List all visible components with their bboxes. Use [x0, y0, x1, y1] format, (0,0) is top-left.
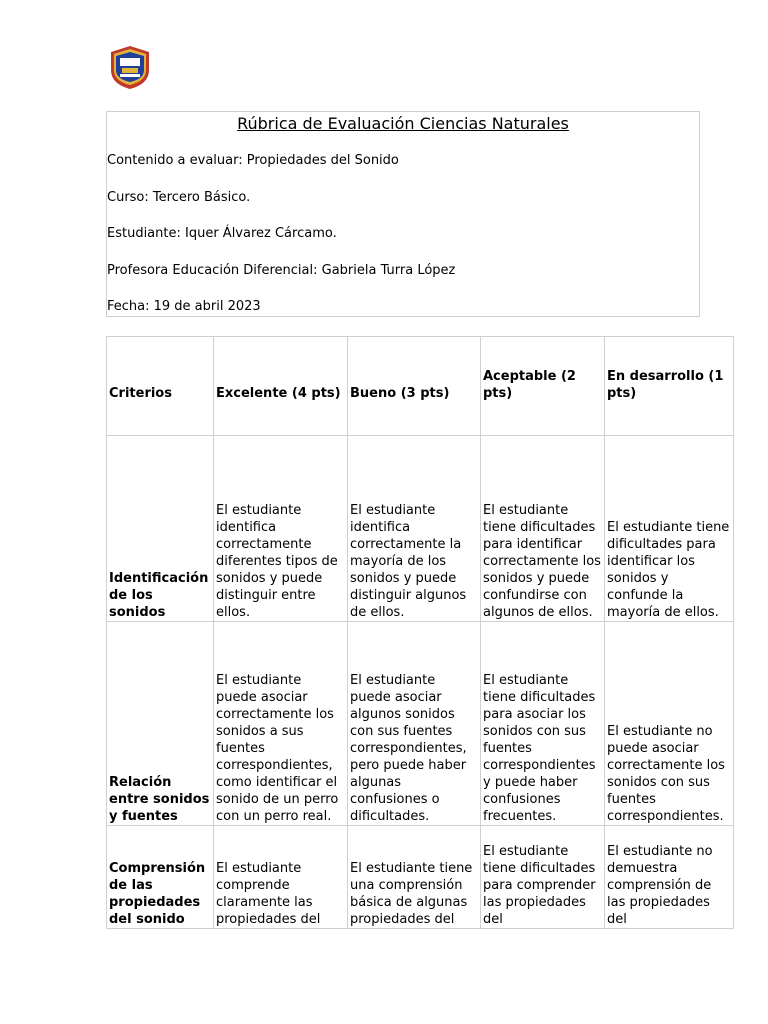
- criterion-cell: Relación entre sonidos y fuentes: [107, 622, 214, 826]
- profesora-line: Profesora Educación Diferencial: Gabriela Turra López: [107, 263, 456, 278]
- rubric-table: [106, 336, 734, 929]
- header-info-box: [106, 111, 700, 317]
- curso-line: Curso: Tercero Básico.: [107, 190, 251, 205]
- column-header: En desarrollo (1 pts): [605, 337, 734, 436]
- column-header: Criterios: [107, 337, 214, 436]
- column-header: Bueno (3 pts): [348, 337, 481, 436]
- table-row: [107, 826, 734, 929]
- table-cell: El estudiante no puede asociar correctamente los sonidos con sus fuentes correspondientes.: [605, 622, 734, 826]
- criterion-cell: Identificación de los sonidos: [107, 436, 214, 622]
- school-crest-logo: [107, 44, 153, 90]
- column-header: Excelente (4 pts): [214, 337, 348, 436]
- table-cell: El estudiante tiene dificultades para comprender las propiedades del: [481, 826, 605, 929]
- table-cell: El estudiante tiene una comprensión básica de algunas propiedades del: [348, 826, 481, 929]
- contenido-line: Contenido a evaluar: Propiedades del Sonido: [107, 153, 399, 168]
- estudiante-line: Estudiante: Iquer Álvarez Cárcamo.: [107, 226, 337, 241]
- column-header: Aceptable (2 pts): [481, 337, 605, 436]
- table-cell: El estudiante identifica correctamente diferentes tipos de sonidos y puede distinguir entre ellos.: [214, 436, 348, 622]
- table-cell: El estudiante comprende claramente las propiedades del: [214, 826, 348, 929]
- table-row: [107, 436, 734, 622]
- table-cell: El estudiante tiene dificultades para identificar los sonidos y confunde la mayoría de ellos.: [605, 436, 734, 622]
- table-cell: El estudiante puede asociar algunos sonidos con sus fuentes correspondientes, pero puede haber algunas confusiones o dificultades.: [348, 622, 481, 826]
- fecha-line: Fecha: 19 de abril 2023: [107, 299, 261, 314]
- table-cell: El estudiante identifica correctamente la mayoría de los sonidos y puede distinguir algunos de ellos.: [348, 436, 481, 622]
- document-title: Rúbrica de Evaluación Ciencias Naturales: [237, 114, 569, 133]
- table-cell: El estudiante no demuestra comprensión de las propiedades del: [605, 826, 734, 929]
- table-cell: El estudiante tiene dificultades para identificar correctamente los sonidos y puede confundirse con algunos de ellos.: [481, 436, 605, 622]
- table-header-row: [107, 337, 734, 436]
- criterion-cell: Comprensión de las propiedades del sonido: [107, 826, 214, 929]
- table-cell: El estudiante puede asociar correctamente los sonidos a sus fuentes correspondientes, como identificar el sonido de un perro con un perro real.: [214, 622, 348, 826]
- table-row: [107, 622, 734, 826]
- table-cell: El estudiante tiene dificultades para asociar los sonidos con sus fuentes correspondientes y puede haber confusiones frecuentes.: [481, 622, 605, 826]
